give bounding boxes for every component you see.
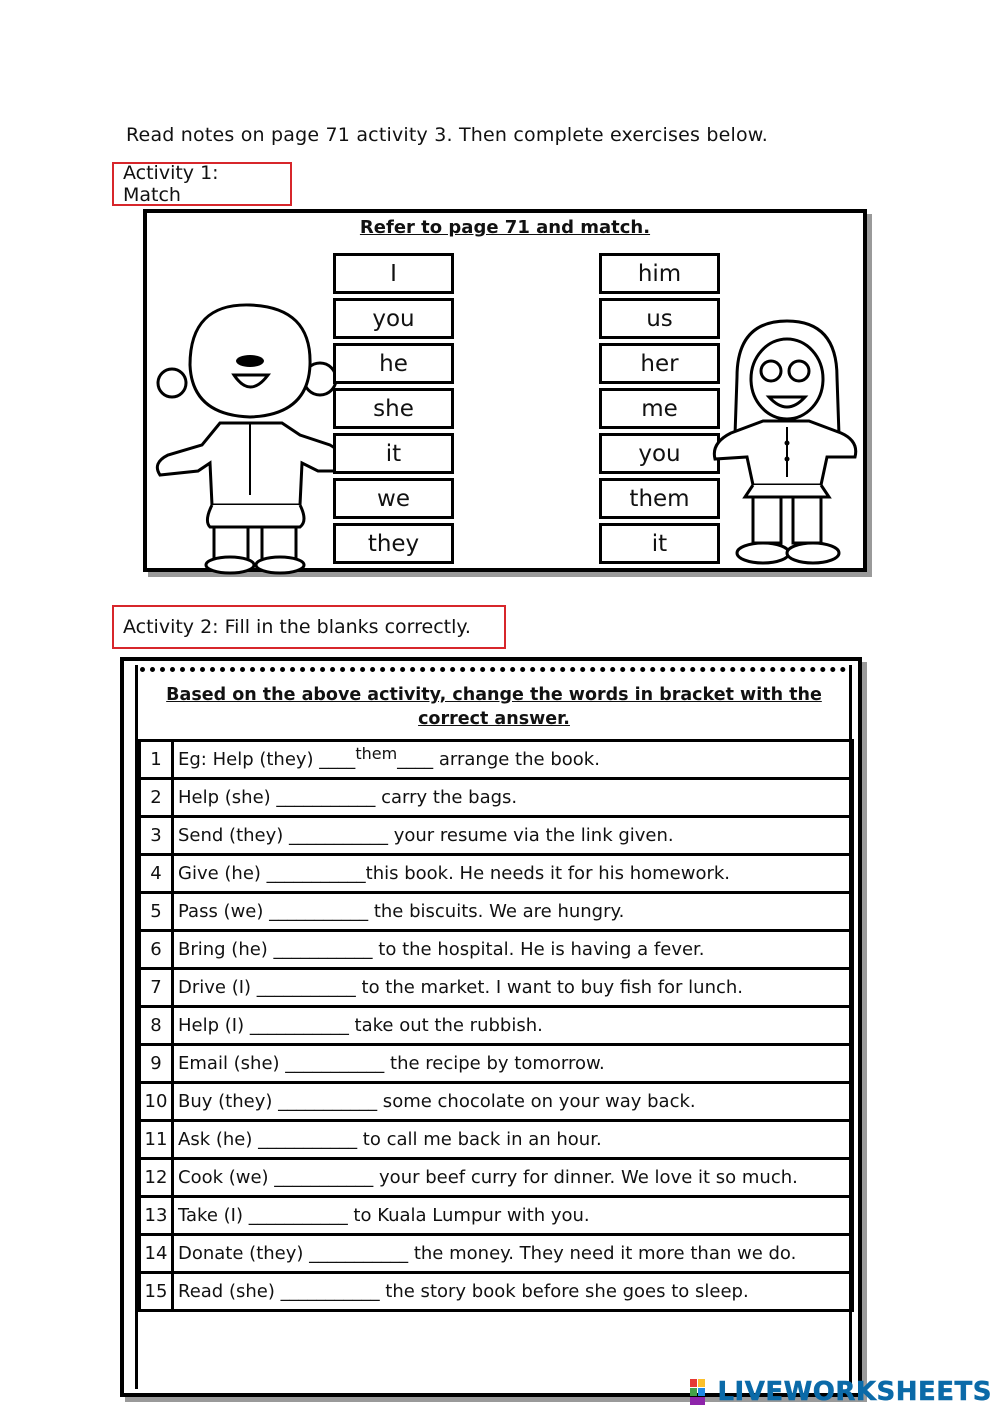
question-text[interactable]: Buy (they) ___________ some chocolate on your way back. (173, 1083, 853, 1121)
table-row (140, 855, 853, 893)
question-text[interactable]: Ask (he) ___________ to call me back in an hour. (173, 1121, 853, 1159)
question-text[interactable]: Cook (we) ___________ your beef curry for dinner. We love it so much. (173, 1159, 853, 1197)
table-row (140, 779, 853, 817)
left-word[interactable]: she (333, 388, 454, 429)
right-word[interactable]: them (599, 478, 720, 519)
question-text[interactable]: Email (she) ___________ the recipe by tomorrow. (173, 1045, 853, 1083)
question-number: 4 (140, 855, 173, 893)
table-row (140, 1159, 853, 1197)
question-number: 13 (140, 1197, 173, 1235)
example-answer: them (355, 744, 398, 763)
instructions-text: Read notes on page 71 activity 3. Then complete exercises below. (126, 124, 769, 146)
liveworksheets-brand[interactable] (689, 1377, 992, 1407)
question-number: 12 (140, 1159, 173, 1197)
right-word[interactable]: us (599, 298, 720, 339)
question-number: 6 (140, 931, 173, 969)
question-text[interactable]: Bring (he) ___________ to the hospital. He is having a fever. (173, 931, 853, 969)
question-before: Eg: Help (they) ____ (178, 749, 356, 770)
activity-1-label: Activity 1: Match (112, 162, 292, 206)
question-text[interactable]: Donate (they) ___________ the money. They need it more than we do. (173, 1235, 853, 1273)
question-number: 8 (140, 1007, 173, 1045)
table-row (140, 1045, 853, 1083)
table-row (140, 1197, 853, 1235)
question-number: 11 (140, 1121, 173, 1159)
question-number: 3 (140, 817, 173, 855)
question-text[interactable]: Help (she) ___________ carry the bags. (173, 779, 853, 817)
question-text[interactable]: Take (I) ___________ to Kuala Lumpur with you. (173, 1197, 853, 1235)
activity-2-label: Activity 2: Fill in the blanks correctly. (112, 605, 506, 649)
question-text[interactable] (173, 741, 853, 779)
table-row (140, 741, 853, 779)
table-row (140, 969, 853, 1007)
dotted-divider (140, 667, 846, 678)
match-title: Refer to page 71 and match. (359, 217, 651, 238)
right-word-column (599, 253, 720, 568)
left-word[interactable]: they (333, 523, 454, 564)
table-row (140, 893, 853, 931)
left-word-column (333, 253, 454, 568)
table-row (140, 1121, 853, 1159)
table-row (140, 817, 853, 855)
table-row (140, 1083, 853, 1121)
question-text[interactable]: Read (she) ___________ the story book before she goes to sleep. (173, 1273, 853, 1311)
question-number: 2 (140, 779, 173, 817)
left-word[interactable]: you (333, 298, 454, 339)
left-word[interactable]: it (333, 433, 454, 474)
table-row (140, 931, 853, 969)
right-word[interactable]: him (599, 253, 720, 294)
match-activity-box (143, 209, 867, 572)
question-number: 14 (140, 1235, 173, 1273)
left-word[interactable]: he (333, 343, 454, 384)
liveworksheets-logo-icon (689, 1377, 713, 1407)
question-number: 1 (140, 741, 173, 779)
table-row (140, 1007, 853, 1045)
right-word[interactable]: her (599, 343, 720, 384)
table-row (140, 1235, 853, 1273)
question-text[interactable]: Give (he) ___________this book. He needs it for his homework. (173, 855, 853, 893)
fill-in-activity-box (120, 657, 862, 1397)
question-number: 5 (140, 893, 173, 931)
brand-name: LIVEWORKSHEETS (717, 1377, 992, 1407)
fill-title: Based on the above activity, change the words in bracket with the correct answer. (166, 685, 822, 729)
question-text[interactable]: Pass (we) ___________ the biscuits. We are hungry. (173, 893, 853, 931)
right-word[interactable]: it (599, 523, 720, 564)
questions-table (138, 739, 854, 1312)
girl-illustration-left (150, 295, 350, 575)
question-text[interactable]: Help (I) ___________ take out the rubbish. (173, 1007, 853, 1045)
question-number: 10 (140, 1083, 173, 1121)
question-number: 7 (140, 969, 173, 1007)
girl-illustration-right (709, 317, 859, 572)
left-word[interactable]: I (333, 253, 454, 294)
right-word[interactable]: you (599, 433, 720, 474)
left-word[interactable]: we (333, 478, 454, 519)
table-row (140, 1273, 853, 1311)
question-number: 9 (140, 1045, 173, 1083)
question-after: ____ arrange the book. (397, 749, 600, 770)
question-text[interactable]: Send (they) ___________ your resume via the link given. (173, 817, 853, 855)
question-text[interactable]: Drive (I) ___________ to the market. I want to buy fish for lunch. (173, 969, 853, 1007)
right-word[interactable]: me (599, 388, 720, 429)
question-number: 15 (140, 1273, 173, 1311)
